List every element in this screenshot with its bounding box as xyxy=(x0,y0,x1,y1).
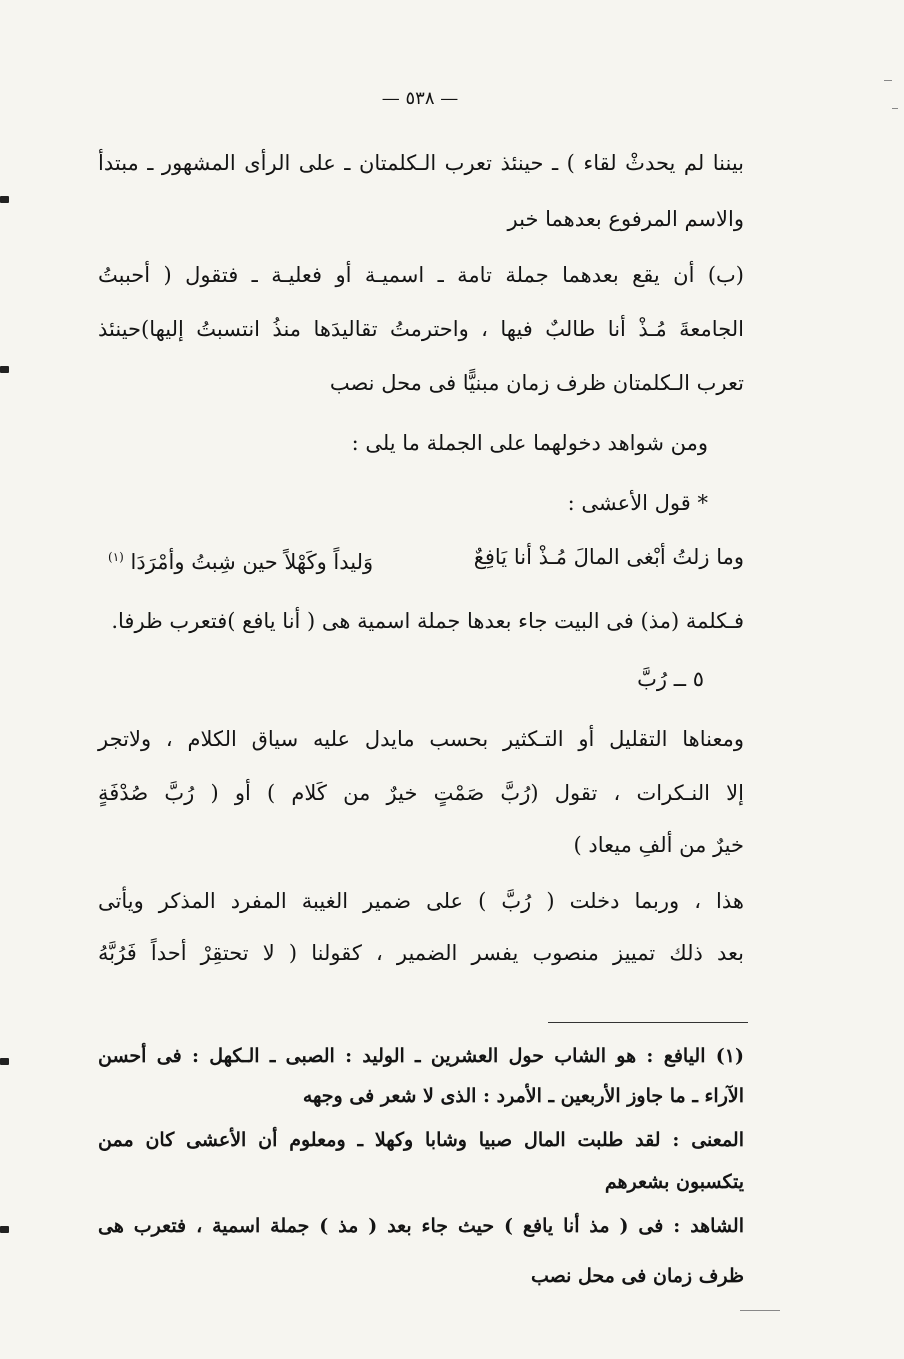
text-line: والاسم المرفوع بعدهما خبر xyxy=(507,207,744,231)
text-line: هذا ، وربما دخلت ( رُبَّ ) على ضمير الغيبة المفرد المذكر ويأتى xyxy=(98,889,744,913)
footnote-line: الشاهد : فى ( مذ أنا يافع ) حيث جاء بعد ( مذ ) جملة اسمية ، فتعرب هى xyxy=(98,1215,744,1237)
scan-mark xyxy=(0,366,9,373)
footnote-ref: (١) xyxy=(108,550,124,564)
verse-first-hemistich: وما زلتُ أبْغى المالَ مُـذْ أنا يَافِعٌ xyxy=(473,545,744,569)
scan-mark xyxy=(0,1226,9,1233)
scan-speck xyxy=(740,1310,780,1311)
section-heading: ٥ ــ رُبَّ xyxy=(637,667,704,691)
scan-speck xyxy=(892,108,898,109)
text-line: خيرٌ من ألفِ ميعاد ) xyxy=(573,833,744,857)
footnote-line: يتكسبون بشعرهم xyxy=(604,1171,744,1193)
text-line: الجامعةَ مُـذْ أنا طالبٌ فيها ، واحترمتُ تقاليدَها منذُ انتسبتُ إليها)حينئذ xyxy=(98,317,744,341)
text-line: بعد ذلك تمييز منصوب يفسر الضمير ، كقولنا ( لا تحتقِرْ أحداً فَرُبَّهُ xyxy=(98,941,744,965)
text-line: تعرب الـكلمتان ظرف زمان مبنيًّا فى محل نصب xyxy=(329,371,744,395)
scan-mark xyxy=(0,196,9,203)
text-line: فـكلمة (مذ) فى البيت جاء بعدها جملة اسمية هى ( أنا يافع )فتعرب ظرفا. xyxy=(111,609,744,633)
scan-mark xyxy=(0,1058,9,1065)
footnote-line: الآراء ـ ما جاوز الأربعين ـ الأمرد : الذى لا شعر فى وجهه xyxy=(302,1085,744,1107)
section-heading: * قول الأعشى : xyxy=(567,491,708,515)
page-number: — ٥٣٨ — xyxy=(381,88,459,109)
footnote-line: المعنى : لقد طلبت المال صبيا وشابا وكهلا ـ ومعلوم أن الأعشى كان ممن xyxy=(98,1129,744,1151)
text-line: ومن شواهد دخولهما على الجملة ما يلى : xyxy=(351,431,708,455)
scan-speck xyxy=(884,80,892,81)
text-line: (ب) أن يقع بعدهما جملة تامة ـ اسميـة أو فعليـة ـ فتقول ( أحببتُ xyxy=(98,263,744,287)
footnote-separator xyxy=(548,1022,748,1023)
footnote-line: ظرف زمان فى محل نصب xyxy=(530,1265,744,1287)
verse-second-hemistich: وَليداً وكَهْلاً حين شِبتُ وأمْرَدَا $^{(١)}$ xyxy=(108,550,374,574)
poetry-verse xyxy=(108,540,744,574)
text-line: ومعناها التقليل أو التـكثير بحسب مايدل عليه سياق الكلام ، ولاتجر xyxy=(98,727,744,751)
text-line: إلا النـكرات ، تقول (رُبَّ صَمْتٍ خيرٌ من كَلام ) أو ( رُبَّ صُدْفَةٍ xyxy=(98,781,744,805)
footnote-line: (١) اليافع : هو الشاب حول العشرين ـ الوليد : الصبى ـ الـكهل : فى أحسن xyxy=(98,1045,744,1067)
text-line: بيننا لم يحدثْ لقاء ) ـ حينئذ تعرب الـكلمتان ـ على الرأى المشهور ـ مبتدأ xyxy=(98,151,744,175)
